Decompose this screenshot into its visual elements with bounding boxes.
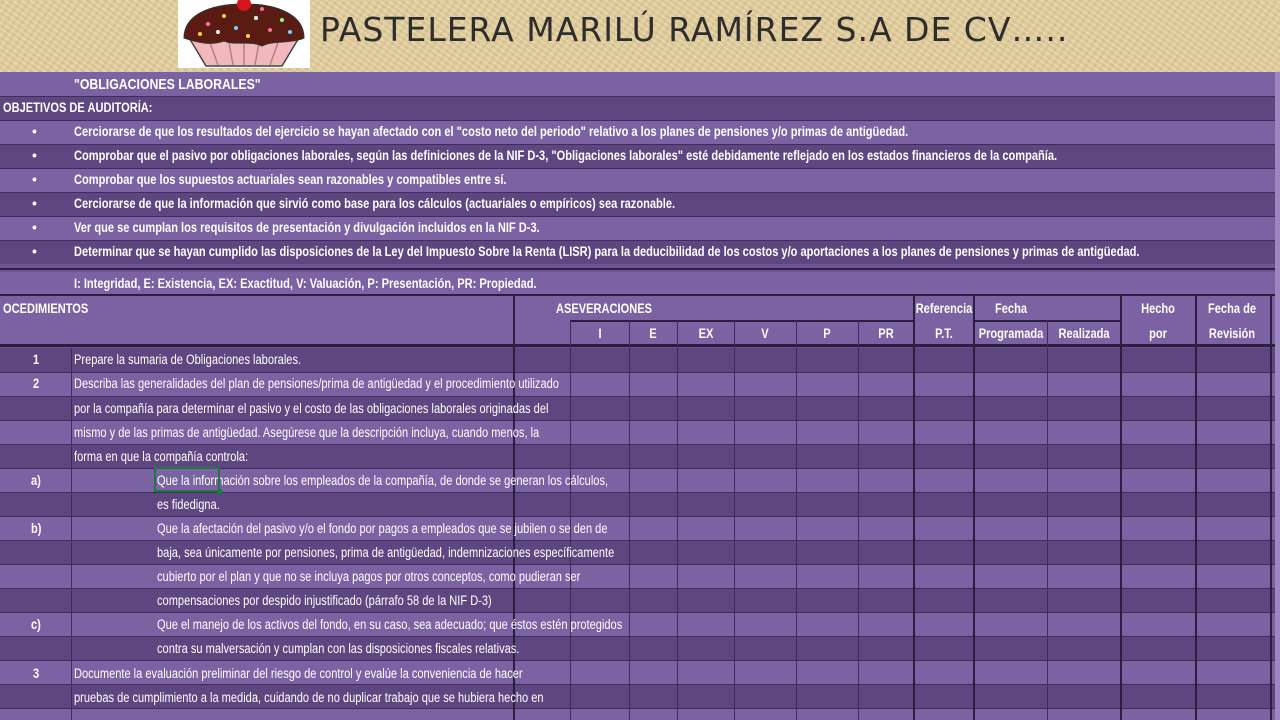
- selected-cell[interactable]: [154, 467, 220, 492]
- row-border: [570, 320, 913, 322]
- sheet-title: "OBLIGACIONES LABORALES": [74, 76, 261, 93]
- column-border: [1047, 320, 1048, 720]
- procedure-text: Que la afectación del pasivo y/o el fondo por pagos a empleados que se jubilen o se den de: [157, 521, 608, 536]
- bullet: •: [32, 195, 37, 211]
- row-border: [0, 588, 1276, 589]
- row-border: [0, 636, 1276, 637]
- row-border: [0, 192, 1276, 193]
- bullet: •: [32, 123, 37, 139]
- row-border: [0, 540, 1276, 541]
- row-border: [0, 96, 1276, 97]
- objectives-label-row: [0, 96, 1276, 120]
- header-fecha-de: Fecha de: [1208, 301, 1256, 316]
- column-border: [913, 296, 915, 720]
- procedure-text: contra su malversación y cumplan con las disposiciones fiscales relativas.: [157, 641, 520, 656]
- row-border: [0, 120, 1276, 121]
- row-border: [0, 372, 1276, 373]
- header-referencia: Referencia: [915, 301, 973, 316]
- objective-text: Cerciorarse de que la información que sirvió como base para los cálculos (actuariales o empíricos) sea razonable.: [74, 196, 676, 211]
- procedure-text: mismo y de las primas de antigüedad. Asegúrese que la descripción incluya, cuando menos, la: [74, 425, 540, 440]
- procedure-number: 2: [33, 376, 40, 391]
- header-assertion-pr: PR: [878, 326, 894, 341]
- row-border: [0, 344, 1276, 347]
- procedure-text: por la compañía para determinar el pasivo y el costo de las obligaciones laborales originadas del: [74, 401, 549, 416]
- procedure-number: b): [31, 521, 42, 536]
- column-border: [1195, 296, 1197, 720]
- objective-text: Ver que se cumplan los requisitos de presentación y divulgación incluidos en la NIF D-3.: [74, 220, 540, 235]
- bullet: •: [32, 243, 37, 259]
- procedure-text: Prepare la sumaria de Obligaciones laborales.: [74, 352, 302, 367]
- row-border: [0, 612, 1276, 613]
- row-border: [0, 420, 1276, 421]
- header-procedimientos: OCEDIMIENTOS: [3, 301, 89, 316]
- column-border: [796, 320, 797, 720]
- row-border: [0, 708, 1276, 709]
- header-assertion-v: V: [761, 326, 769, 341]
- row-border: [0, 216, 1276, 217]
- row-border: [0, 564, 1276, 565]
- header-aseveraciones: ASEVERACIONES: [556, 301, 652, 316]
- bullet: •: [32, 219, 37, 235]
- header-hecho: Hecho: [1141, 301, 1175, 316]
- procedure-text: Que la información sobre los empleados de la compañía, de donde se generan los cálculos,: [157, 473, 609, 488]
- header-assertion-ex: EX: [698, 326, 714, 341]
- column-border: [1270, 296, 1272, 720]
- procedure-text: forma en que la compañía controla:: [74, 449, 249, 464]
- row-border: [0, 492, 1276, 493]
- header-realizada: Realizada: [1058, 326, 1110, 341]
- procedure-text: cubierto por el plan y que no se incluya pagos por otros conceptos, como pudieran ser: [157, 569, 581, 584]
- procedure-text: Que el manejo de los activos del fondo, en su caso, sea adecuado; que éstos estén protegidos: [157, 617, 623, 632]
- column-border: [513, 296, 515, 720]
- bullet: •: [32, 171, 37, 187]
- bullet: •: [32, 147, 37, 163]
- row-border: [0, 396, 1276, 397]
- row-border: [0, 240, 1276, 241]
- row-border: [0, 268, 1276, 270]
- row-border: [975, 320, 1121, 322]
- row-border: [0, 516, 1276, 517]
- row-border: [0, 684, 1276, 685]
- header-fecha: Fecha: [994, 301, 1028, 316]
- procedure-text: pruebas de cumplimiento a la medida, cuidando de no duplicar trabajo que se hubiera hecho en: [74, 690, 544, 705]
- header-assertion-e: E: [649, 326, 657, 341]
- procedure-number: c): [31, 617, 41, 632]
- column-border: [570, 320, 571, 720]
- legend-text: I: Integridad, E: Existencia, EX: Exactitud, V: Valuación, P: Presentación, PR: Propiedad.: [74, 276, 537, 291]
- cupcake-icon: [178, 0, 310, 68]
- procedure-number: a): [31, 473, 41, 488]
- header-assertion-i: I: [598, 326, 602, 341]
- procedure-text: compensaciones por despido injustificado (párrafo 58 de la NIF D-3): [157, 593, 492, 608]
- fill-handle[interactable]: [217, 489, 222, 494]
- column-border: [858, 320, 859, 720]
- banner-title: PASTELERA MARILÚ RAMÍREZ S.A DE CV…..: [320, 10, 1069, 49]
- row-border: [0, 660, 1276, 661]
- sheet-edge: [1275, 72, 1280, 720]
- header-por: por: [1149, 326, 1167, 341]
- header-assertion-p: P: [823, 326, 831, 341]
- objective-text: Cerciorarse de que los resultados del ejercicio se hayan afectado con el "costo neto del periodo" relativo a los planes de pensiones y/o primas de antigüedad.: [74, 124, 909, 139]
- procedure-number: 1: [33, 352, 40, 367]
- header-revision: Revisión: [1208, 326, 1256, 341]
- procedure-text: Describa las generalidades del plan de pensiones/prima de antigüedad y el procedimiento utilizado: [74, 376, 559, 391]
- procedure-text: baja, sea únicamente por pensiones, prima de antigüedad, indemnizaciones específicamente: [157, 545, 615, 560]
- column-border: [973, 296, 975, 720]
- procedure-text: Documente la evaluación preliminar del riesgo de control y evalúe la conveniencia de hacer: [74, 666, 523, 681]
- objective-text: Comprobar que el pasivo por obligaciones laborales, según las definiciones de la NIF D-3, "Obligaciones laborales" esté debidamente reflejado en los estados financieros de la compañía.: [74, 148, 1058, 163]
- header-pt: P.T.: [935, 326, 953, 341]
- column-border: [734, 320, 735, 720]
- row-border: [0, 444, 1276, 445]
- procedure-text: es fidedigna.: [157, 497, 220, 512]
- column-border: [1120, 296, 1122, 720]
- spreadsheet[interactable]: [0, 72, 1280, 720]
- row-border: [0, 168, 1276, 169]
- banner: [0, 0, 1280, 72]
- objectives-label: OBJETIVOS DE AUDITORÍA:: [3, 100, 153, 115]
- procedure-number: 3: [33, 666, 40, 681]
- objective-text: Determinar que se hayan cumplido las disposiciones de la Ley del Impuesto Sobre la Renta (LISR) para la deducibilidad de los costos y/o aportaciones a los planes de pensiones y primas de antigüedad.: [74, 244, 1140, 259]
- column-border: [71, 348, 72, 720]
- column-border: [677, 320, 678, 720]
- table-row[interactable]: [0, 708, 1276, 720]
- row-border: [0, 144, 1276, 145]
- column-border: [629, 320, 630, 720]
- header-programada: Programada: [978, 326, 1044, 341]
- row-border: [0, 294, 1276, 296]
- objective-text: Comprobar que los supuestos actuariales sean razonables y compatibles entre sí.: [74, 172, 507, 187]
